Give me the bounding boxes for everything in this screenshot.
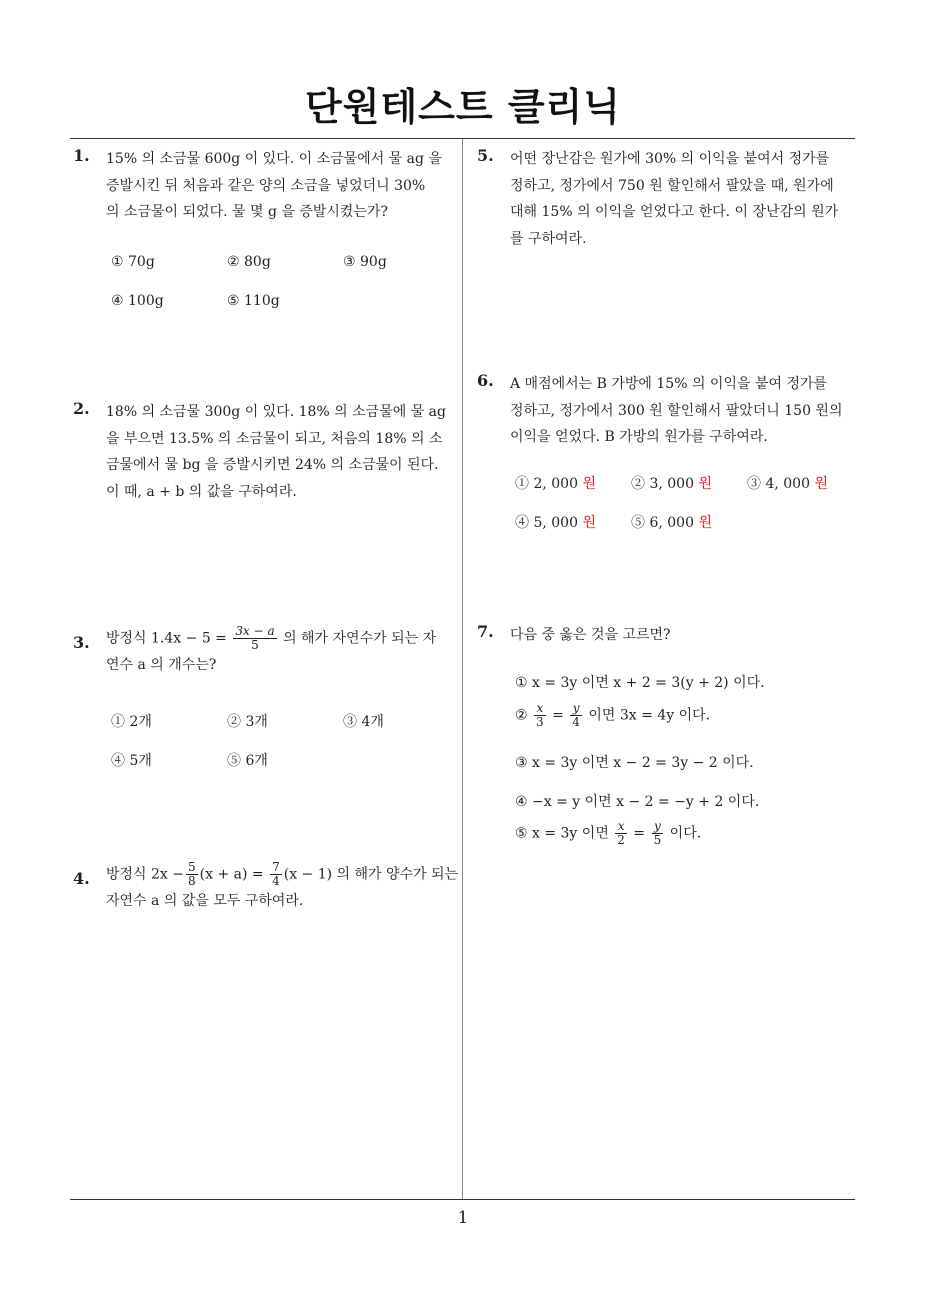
option-head: ⑤ x = 3y 이면 xyxy=(515,825,609,842)
won-unit: 원 xyxy=(582,476,596,492)
fraction xyxy=(615,820,627,847)
text-line: 어떤 장난감은 원가에 30% 의 이익을 붙여서 정가를 xyxy=(510,151,830,167)
question-text xyxy=(510,371,842,451)
equation-part: (x + a) = xyxy=(199,866,264,883)
fraction xyxy=(570,702,582,729)
option-5[interactable]: ⑤ 6개 xyxy=(227,753,268,769)
fraction-numerator: x xyxy=(615,820,627,834)
text-line: 대해 15% 의 이익을 얻었다고 한다. 이 장난감의 원가 xyxy=(510,204,839,220)
fraction xyxy=(534,702,546,729)
option-1[interactable]: ① x = 3y 이면 x + 2 = 3(y + 2) 이다. xyxy=(515,675,765,691)
question-text xyxy=(510,622,671,649)
question-number: 2. xyxy=(73,399,90,418)
won-unit: 원 xyxy=(698,515,712,531)
fraction-denominator: 4 xyxy=(272,874,280,888)
option-value: ⑤ 6, 000 xyxy=(631,515,694,531)
text-line: 15% 의 소금물 600g 이 있다. 이 소금물에서 물 ag 을 xyxy=(106,151,442,167)
text-line: 정하고, 정가에서 750 원 할인해서 팔았을 때, 원가에 xyxy=(510,177,834,194)
option-mark: ② xyxy=(515,707,528,724)
option-value: ② 3, 000 xyxy=(631,476,694,492)
text-line: 자연수 a 의 값을 모두 구하여라. xyxy=(106,893,304,909)
text-line: 다음 중 옳은 것을 고르면? xyxy=(510,627,671,643)
column-divider xyxy=(462,139,463,1200)
equation-lhs: 방정식 1.4x − 5 = xyxy=(106,630,227,647)
fraction-denominator: 5 xyxy=(653,833,662,847)
option-value: ① 2, 000 xyxy=(515,476,578,492)
text-line: 이 때, a + b 의 값을 구하여라. xyxy=(106,483,297,500)
fraction xyxy=(270,861,282,888)
fraction-numerator: 5 xyxy=(188,860,196,874)
won-unit: 원 xyxy=(698,476,712,492)
question-text xyxy=(106,625,436,679)
option-5[interactable] xyxy=(515,820,701,847)
option-2[interactable] xyxy=(515,702,710,729)
question-text xyxy=(106,146,442,226)
equation-part: 방정식 2x − xyxy=(106,866,185,883)
fraction-denominator: 8 xyxy=(188,874,196,888)
equation-part: (x − 1) 의 해가 양수가 되는 xyxy=(283,866,459,883)
text-line: 정하고, 정가에서 300 원 할인해서 팔았더니 150 원의 xyxy=(510,402,843,419)
fraction-numerator: 3x − a xyxy=(235,624,275,638)
option-1[interactable]: ① 70g xyxy=(111,254,155,270)
option-3[interactable] xyxy=(747,473,828,493)
option-5[interactable] xyxy=(631,512,712,532)
option-2[interactable]: ② 80g xyxy=(227,254,271,270)
option-4[interactable]: ④ 100g xyxy=(111,293,164,309)
page-number: 1 xyxy=(457,1208,469,1228)
equals-sign: = xyxy=(552,707,564,724)
won-unit: 원 xyxy=(814,476,828,492)
fraction-denominator: 2 xyxy=(617,833,625,847)
option-2[interactable]: ② 3개 xyxy=(227,714,268,730)
question-number: 6. xyxy=(477,371,494,390)
option-5[interactable]: ⑤ 110g xyxy=(227,293,280,309)
fraction xyxy=(186,861,198,888)
option-2[interactable] xyxy=(631,473,712,493)
option-value: ④ 5, 000 xyxy=(515,515,578,531)
fraction xyxy=(652,820,664,847)
won-unit: 원 xyxy=(582,515,596,531)
option-1[interactable] xyxy=(515,473,596,493)
fraction-denominator: 5 xyxy=(251,638,259,652)
option-1[interactable]: ① 2개 xyxy=(111,714,152,730)
fraction-numerator: 7 xyxy=(272,860,280,874)
option-value: ③ 4, 000 xyxy=(747,476,810,492)
question-text xyxy=(106,399,446,505)
text-line: 의 소금물이 되었다. 물 몇 g 을 증발시켰는가? xyxy=(106,204,388,220)
option-tail: 이면 3x = 4y 이다. xyxy=(588,707,711,724)
text-line: 이익을 얻었다. B 가방의 원가를 구하여라. xyxy=(510,429,768,445)
text-line: 금물에서 물 bg 을 증발시키면 24% 의 소금물이 된다. xyxy=(106,457,439,473)
text-line: A 매점에서는 B 가방에 15% 의 이익을 붙여 정가를 xyxy=(510,376,828,392)
fraction-numerator: x xyxy=(534,702,546,716)
question-number: 3. xyxy=(73,633,90,652)
text-line: 연수 a 의 개수는? xyxy=(106,657,217,673)
option-3[interactable]: ③ 4개 xyxy=(343,714,384,730)
equals-sign: = xyxy=(633,825,646,842)
question-number: 5. xyxy=(477,146,494,165)
text-line: 를 구하여라. xyxy=(510,230,587,247)
fraction-numerator: y xyxy=(570,702,582,716)
page-title: 단원테스트 클리닉 xyxy=(305,85,621,129)
question-text xyxy=(510,146,838,252)
option-tail: 이다. xyxy=(669,825,702,842)
fraction-numerator: y xyxy=(652,820,664,834)
bottom-rule xyxy=(70,1199,855,1200)
question-text xyxy=(106,861,458,915)
question-number: 1. xyxy=(73,146,90,165)
fraction-denominator: 4 xyxy=(572,715,580,729)
fraction-denominator: 3 xyxy=(536,715,544,729)
option-4[interactable] xyxy=(515,512,596,532)
option-4[interactable]: ④ 5개 xyxy=(111,753,152,769)
text-line: 을 부으면 13.5% 의 소금물이 되고, 처음의 18% 의 소 xyxy=(106,430,443,447)
option-4[interactable]: ④ −x = y 이면 x − 2 = −y + 2 이다. xyxy=(515,794,760,810)
fraction xyxy=(233,625,276,652)
text-line: 의 해가 자연수가 되는 자 xyxy=(283,630,437,647)
question-number: 4. xyxy=(73,869,90,888)
option-3[interactable]: ③ x = 3y 이면 x − 2 = 3y − 2 이다. xyxy=(515,755,754,771)
text-line: 18% 의 소금물 300g 이 있다. 18% 의 소금물에 물 ag xyxy=(106,404,446,420)
option-3[interactable]: ③ 90g xyxy=(343,254,387,270)
text-line: 증발시킨 뒤 처음과 같은 양의 소금을 넣었더니 30% xyxy=(106,177,426,194)
question-number: 7. xyxy=(477,622,494,641)
